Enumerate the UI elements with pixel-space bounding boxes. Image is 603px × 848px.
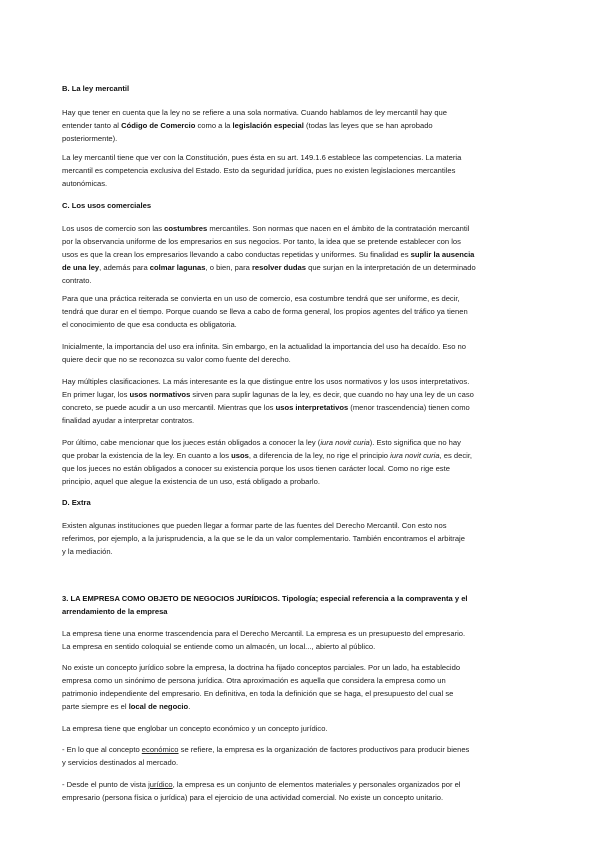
text-line: autonómicas. [62, 179, 108, 188]
section-3-paragraph-4 [62, 743, 530, 769]
section-d-paragraph-1 [62, 519, 530, 558]
section-c-paragraph-5 [62, 436, 530, 488]
text-line: Hay múltiples clasificaciones. La más interesante es la que distingue entre los usos normativos y los usos interpretativos. [62, 377, 470, 386]
section-c-paragraph-2 [62, 292, 530, 331]
text-line: posteriormente). [62, 134, 118, 143]
text-line: La empresa tiene una enorme trascendencia para el Derecho Mercantil. La empresa es un presupuesto del empresario. [62, 629, 466, 638]
section-c-heading: C. Los usos comerciales [62, 201, 152, 210]
text-line: empresario (persona física o jurídica) para el ejercicio de una actividad comercial. No existe un concepto unitario. [62, 793, 444, 802]
section-3-paragraph-1 [62, 627, 530, 653]
text-line: tendrá que durar en el tiempo. Porque cuando se lleva a cabo de forma general, los propios agentes del tráfico ya tienen [62, 307, 468, 316]
text-line: La empresa en sentido coloquial se entiende como un almacén, un local..., abierto al público. [62, 642, 376, 651]
section-c-paragraph-1 [62, 222, 530, 287]
section-b-heading: B. La ley mercantil [62, 84, 130, 93]
text-line: por la observancia uniforme de los empresarios en sus negocios. Por tanto, la idea que se pretende establecer con los [62, 237, 461, 246]
text-line: finalidad ayudar a interpretar contratos. [62, 416, 195, 425]
text-line: - Desde el punto de vista jurídico, la empresa es un conjunto de elementos materiales y personales organizados por el [62, 780, 461, 789]
section-c-paragraph-4 [62, 375, 530, 427]
text-line: Inicialmente, la importancia del uso era infinita. Sin embargo, en la actualidad la importancia del uso ha decaído. Eso no [62, 342, 466, 351]
text-line: contrato. [62, 276, 92, 285]
text-line: No existe un concepto jurídico sobre la empresa, la doctrina ha fijado conceptos parciales. Por un lado, ha establecido [62, 663, 461, 672]
section-3-paragraph-2 [62, 661, 530, 713]
section-3-paragraph-3 [62, 722, 530, 735]
section-3-paragraph-5 [62, 778, 530, 804]
text-line: entender tanto al Código de Comercio como a la legislación especial (todas las leyes que se han aprobado [62, 121, 433, 130]
text-line: La ley mercantil tiene que ver con la Constitución, pues ésta en su art. 149.1.6 establece las competencias. La materia [62, 153, 462, 162]
text-line: La empresa tiene que englobar un concepto económico y un concepto jurídico. [62, 724, 328, 733]
text-line: Los usos de comercio son las costumbres mercantiles. Son normas que nacen en el ámbito de la contratación mercantil [62, 224, 470, 233]
text-line: parte siempre es el local de negocio. [62, 702, 191, 711]
text-line: de una ley, además para colmar lagunas, o bien, para resolver dudas que surjan en la interpretación de un determinado [62, 263, 476, 272]
text-line: quiere decir que no se reconozca su valor como fuente del derecho. [62, 355, 291, 364]
text-line: que probar la existencia de la ley. En cuanto a los usos, a diferencia de la ley, no rige el principio iura novit curia, es decir, [62, 451, 473, 460]
section-b-paragraph-1 [62, 106, 530, 145]
text-line: y servicios destinados al mercado. [62, 758, 179, 767]
section-3-heading [62, 592, 468, 618]
text-line: referimos, por ejemplo, a la jurisprudencia, a la que se le da un valor complementario. También encontramos el arbitraje [62, 534, 465, 543]
text-line: el conocimiento de que esa conducta es obligatoria. [62, 320, 237, 329]
heading-line: arrendamiento de la empresa [62, 607, 168, 616]
section-b-paragraph-2 [62, 151, 530, 190]
text-line: empresa como un sinónimo de persona jurídica. Otra aproximación es aquella que considera la empresa como un [62, 676, 446, 685]
text-line: En primer lugar, los usos normativos sirven para suplir lagunas de la ley, es decir, que cuando no hay una ley de un caso [62, 390, 474, 399]
text-line: patrimonio independiente del empresario. En definitiva, en toda la definición que se haga, el presupuesto del cual se [62, 689, 454, 698]
text-line: Por último, cabe mencionar que los jueces están obligados a conocer la ley (iura novit curia). Esto significa que no hay [62, 438, 461, 447]
section-d-heading: D. Extra [62, 498, 91, 507]
text-line: concreto, se puede acudir a un uso mercantil. Mientras que los usos interpretativos (menor trascendencia) tienen como [62, 403, 470, 412]
text-line: y la mediación. [62, 547, 113, 556]
text-line: Existen algunas instituciones que pueden llegar a formar parte de las fuentes del Derecho Mercantil. Con esto nos [62, 521, 447, 530]
text-line: Para que una práctica reiterada se convierta en un uso de comercio, esa costumbre tendrá que ser uniforme, es decir, [62, 294, 460, 303]
text-line: Hay que tener en cuenta que la ley no se refiere a una sola normativa. Cuando hablamos de ley mercantil hay que [62, 108, 447, 117]
text-line: principio, aquel que alegue la existencia de un uso, está obligado a probarlo. [62, 477, 320, 486]
section-c-paragraph-3 [62, 340, 530, 366]
text-line: usos es que la crean los empresarios llevando a cabo conductas repetidas y uniformes. Su finalidad es suplir la ausencia [62, 250, 475, 259]
text-line: mercantil es competencia exclusiva del Estado. Esto da seguridad jurídica, pues no existen legislaciones mercantiles [62, 166, 456, 175]
text-line: que los jueces no están obligados a conocer su existencia porque los usos tienen carácter local. Como no rige este [62, 464, 450, 473]
heading-line: 3. LA EMPRESA COMO OBJETO DE NEGOCIOS JURÍDICOS. Tipología; especial referencia a la compraventa y el [62, 594, 468, 603]
text-line: - En lo que al concepto económico se refiere, la empresa es la organización de factores productivos para producir bienes [62, 745, 470, 754]
